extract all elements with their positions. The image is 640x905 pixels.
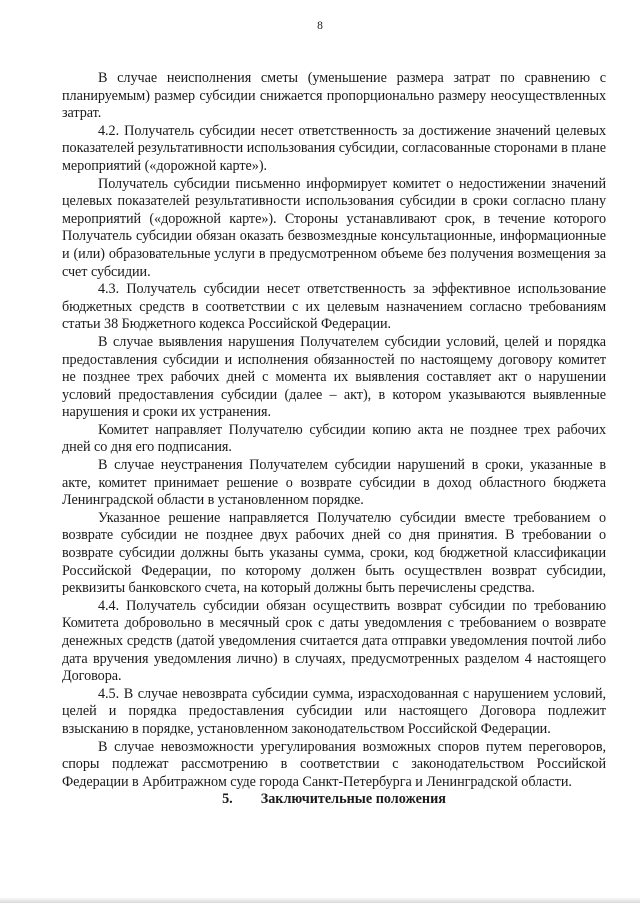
page-number: 8 xyxy=(317,20,323,32)
section-heading xyxy=(62,791,606,809)
section-title: Заключительные положения xyxy=(260,791,446,808)
paragraph-violation-act: В случае выявления нарушения Получателем субсидии условий, целей и порядка предоставления субсидии и исполнения обязанностей по настоящему договору комитет не позднее трех рабочих дней с момента их выявления составляет акт о нарушении условий предоставления субсидии (далее – акт), в котором указываются выявленные нарушения и сроки их устранения. xyxy=(62,333,606,421)
paragraph-estimate-nonfulfillment: В случае неисполнения сметы (уменьшение размера затрат по сравнению с планируемым) размер субсидии снижается пропорционально размеру неосуществленных затрат. xyxy=(62,70,606,122)
paragraph-4-2: 4.2. Получатель субсидии несет ответственность за достижение значений целевых показателей результативности использования субсидии, согласованные сторонами в плане мероприятий («дорожной карте»). xyxy=(62,122,606,174)
paragraph-disputes: В случае невозможности урегулирования возможных споров путем переговоров, споры подлежат рассмотрению в соответствии с законодательством Российской Федерации в Арбитражном суде города Санкт-Петербурга и Ленинградской области. xyxy=(62,738,606,790)
section-number: 5. xyxy=(222,791,233,808)
paragraph-return-requirement: Указанное решение направляется Получателю субсидии вместе требованием о возврате субсидии не позднее двух рабочих дней со дня принятия. В требовании о возврате субсидии должны быть указаны сумма, сроки, код бюджетной классификации Российской Федерации, по которому должен быть осуществлен возврат субсидии, реквизиты банковского счета, на который должны быть перечислены средства. xyxy=(62,509,606,597)
paragraph-return-decision: В случае неустранения Получателем субсидии нарушений в сроки, указанные в акте, комитет принимает решение о возврате субсидии в доход областного бюджета Ленинградской области в установленном порядке. xyxy=(62,457,606,509)
paragraph-4-5: 4.5. В случае невозврата субсидии сумма, израсходованная с нарушением условий, целей и порядка предоставления субсидии или настоящего Договора подлежит взысканию в порядке, установленном законодательством Российской Федерации. xyxy=(62,685,606,737)
paragraph-notification: Получатель субсидии письменно информирует комитет о недостижении значений целевых показателей результативности использования субсидии в сроки согласно плану мероприятий («дорожной карте»). Стороны устанавливают срок, в течение которого Получатель субсидии обязан оказать безвозмездные консультационные, информационные и (или) образовательные услуги в предусмотренном объеме без получения возмещения за счет субсидии. xyxy=(62,175,606,280)
scan-bottom-edge xyxy=(0,897,640,903)
paragraph-act-copy: Комитет направляет Получателю субсидии копию акта не позднее трех рабочих дней со дня его подписания. xyxy=(62,421,606,456)
document-body xyxy=(62,70,606,809)
paragraph-4-3: 4.3. Получатель субсидии несет ответственность за эффективное использование бюджетных средств в соответствии с их целевым назначением согласно требованиям статьи 38 Бюджетного кодекса Российской Федерации. xyxy=(62,281,606,333)
paragraph-4-4: 4.4. Получатель субсидии обязан осуществить возврат субсидии по требованию Комитета добровольно в месячный срок с даты уведомления с требованием о возврате денежных средств (датой уведомления считается дата отправки уведомления почтой либо дата вручения уведомления лично) в случаях, предусмотренных разделом 4 настоящего Договора. xyxy=(62,597,606,685)
